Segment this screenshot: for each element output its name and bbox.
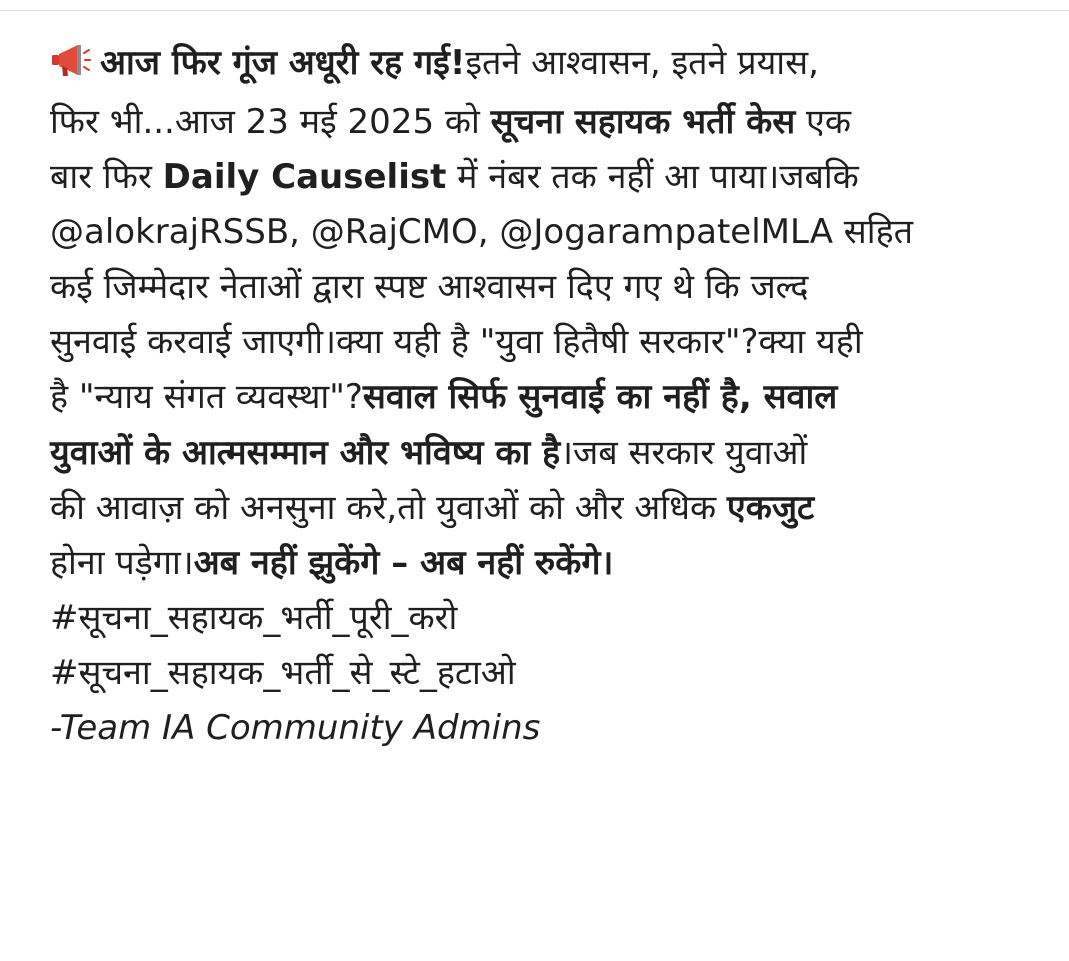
post-line-3 (50, 150, 1040, 205)
post-line-1 (50, 36, 1040, 95)
post-line-10-bold: अब नहीं झुकेंगे – अब नहीं रुकेंगे। (193, 542, 614, 583)
hashtag-1[interactable]: #सूचना_सहायक_भर्ती_पूरी_करो (50, 597, 458, 638)
post-line-2 (50, 95, 1040, 150)
post-line-2-bold: सूचना सहायक भर्ती केस (490, 102, 796, 143)
post-line-8 (50, 426, 1040, 481)
post-line-7-text: है "न्याय संगत व्यवस्था"? (50, 377, 363, 418)
post-line-4-mentions: @alokrajRSSB, @RajCMO, @JogarampatelMLA सहित (50, 212, 914, 253)
top-divider (0, 0, 1069, 11)
post-line-7-bold: सवाल सिर्फ सुनवाई का नहीं है, सवाल (362, 377, 838, 418)
post-line-3-bold: Daily Causelist (162, 157, 447, 198)
post-line-1-bold: आज फिर गूंज अधूरी रह गई! (100, 43, 466, 83)
post-line-10 (50, 536, 1040, 591)
post-line-2-text-b: एक (795, 102, 851, 143)
post-line-7 (50, 370, 1040, 425)
post-line-3-text-a: बार फिर (50, 157, 163, 198)
hashtag-2[interactable]: #सूचना_सहायक_भर्ती_से_स्टे_हटाओ (50, 652, 516, 693)
post-line-5: कई जिम्मेदार नेताओं द्वारा स्पष्ट आश्वासन दिए गए थे कि जल्द (50, 267, 809, 308)
post-line-10-text: होना पड़ेगा। (50, 542, 194, 583)
post-body (50, 36, 1040, 756)
post-line-1-text: इतने आश्वासन, इतने प्रयास, (465, 43, 819, 83)
post-line-2-text-a: फिर भी...आज 23 मई 2025 को (50, 102, 491, 143)
post-line-9 (50, 481, 1040, 536)
post-line-9-text: की आवाज़ को अनसुना करे,तो युवाओं को और अधिक (50, 487, 727, 528)
megaphone-icon (50, 40, 92, 95)
post-line-9-bold: एकजुट (726, 487, 815, 528)
post-line-3-text-b: में नंबर तक नहीं आ पाया।जबकि (446, 157, 859, 198)
post-line-8-bold: युवाओं के आत्मसम्मान और भविष्य का है (50, 432, 561, 473)
post-line-6: सुनवाई करवाई जाएगी।क्या यही है "युवा हितैषी सरकार"?क्या यही (50, 322, 863, 363)
post-line-8-text: ।जब सरकार युवाओं (560, 432, 808, 473)
signature: -Team IA Community Admins (50, 707, 541, 748)
